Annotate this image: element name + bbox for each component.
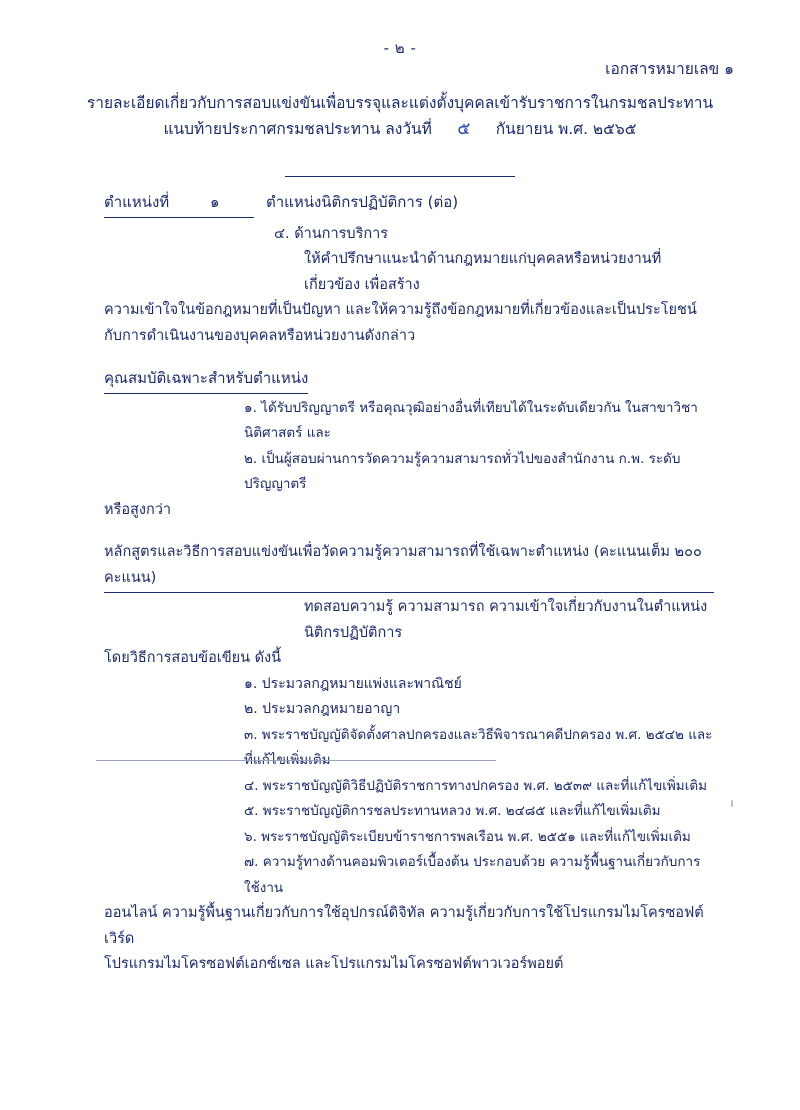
spacer-2 [104,523,714,531]
exam-item-1: ๑. ประมวลกฎหมายแพ่งและพาณิชย์ [244,675,462,692]
document-reference-label: เอกสารหมายเลข ๑ [605,60,734,78]
handwritten-date-mark: ๕ [457,119,471,139]
title-line-2-prefix: แนบท้ายประกาศกรมชลประทาน ลงวันที่ [163,120,432,138]
title-line-1: รายละเอียดเกี่ยวกับการสอบแข่งขันเพื่อบรรจุและแต่งตั้งบุคคลเข้ารับราชการในกรมชลประทาน [86,94,714,112]
exam-item-4: ๔. พระราชบัญญัติวิธีปฏิบัติราชการทางปกครอง พ.ศ. ๒๕๓๙ และที่แก้ไขเพิ่มเติม [244,777,707,794]
scan-artifact [731,800,733,807]
exam-item-5: ๕. พระราชบัญญัติการชลประทานหลวง พ.ศ. ๒๔๘๕ และที่แก้ไขเพิ่มเติม [244,803,661,819]
service-paragraph-line-3: กับการดำเนินงานของบุคคลหรือหน่วยงานดังกล่าว [104,327,416,344]
exam-item-3: ๓. พระราชบัญญัติจัดตั้งศาลปกครองและวิธีพิจารณาคดีปกครอง พ.ศ. ๒๕๔๒ และที่แก้ไขเพิ่มเติม [244,726,713,768]
exam-intro-line-1: ทดสอบความรู้ ความสามารถ ความเข้าใจเกี่ยวกับงานในตำแหน่งนิติกรปฏิบัติการ [304,599,708,641]
bottom-rule [96,760,496,761]
position-value: ตำแหน่งนิติกรปฏิบัติการ (ต่อ) [266,193,459,211]
exam-heading: หลักสูตรและวิธีการสอบแข่งขันเพื่อวัดความรู้ความสามารถที่ใช้เฉพาะตำแหน่ง (คะแนนเต็ม ๒๐๐ คะแนน) [104,540,714,593]
date-field [437,116,491,142]
position-row [104,190,714,218]
qualification-item-2: ๒. เป็นผู้สอบผ่านการวัดความรู้ความสามารถทั่วไปของสำนักงาน ก.พ. ระดับปริญญาตรี [244,450,681,492]
qualification-heading: คุณสมบัติเฉพาะสำหรับตำแหน่ง [104,366,308,394]
qualification-item-1: ๑. ได้รับปริญญาตรี หรือคุณวุฒิอย่างอื่นที่เทียบได้ในระดับเดียวกัน ในสาขาวิชานิติศาสตร์ และ [244,399,698,441]
position-label [104,190,254,218]
exam-item-7-continuation-line-2: โปรแกรมไมโครซอฟต์เอกซ์เซล และโปรแกรมไมโครซอฟต์พาวเวอร์พอยต์ [104,956,564,972]
position-label-number: ๑ [209,193,220,211]
position-label-prefix: ตำแหน่งที่ [104,193,170,211]
page-number: - ๒ - [383,39,417,57]
exam-item-2: ๒. ประมวลกฎหมายอาญา [244,701,401,717]
exam-item-7-continuation-line-1: ออนไลน์ ความรู้พื้นฐานเกี่ยวกับการใช้อุปกรณ์ดิจิทัล ความรู้เกี่ยวกับการใช้โปรแกรมไมโครซอฟต์เวิร์ด [104,905,704,947]
service-paragraph-line-2: ความเข้าใจในข้อกฎหมายที่เป็นปัญหา และให้ความรู้ถึงข้อกฎหมายที่เกี่ยวข้องและเป็นประโยชน์ [104,302,697,318]
title-line-2-suffix: กันยายน พ.ศ. ๒๕๖๕ [495,120,637,138]
document-body [104,190,714,978]
exam-item-6: ๖. พระราชบัญญัติระเบียบข้าราชการพลเรือน พ.ศ. ๒๕๕๑ และที่แก้ไขเพิ่มเติม [244,828,691,845]
title-underline [285,176,515,177]
service-heading: ๔. ด้านการบริการ [274,225,389,242]
spacer-1 [104,349,714,357]
service-paragraph-line-1: ให้คำปรึกษาแนะนำด้านกฎหมายแก่บุคคลหรือหน่วยงานที่เกี่ยวข้อง เพื่อสร้าง [304,251,662,293]
exam-item-7: ๗. ความรู้ทางด้านคอมพิวเตอร์เบื้องต้น ประกอบด้วย ความรู้พื้นฐานเกี่ยวกับการใช้งาน [244,854,701,896]
document-title-block [0,90,800,142]
exam-intro-line-2: โดยวิธีการสอบข้อเขียน ดังนี้ [104,650,282,666]
title-line-2 [164,116,637,142]
qualification-item-2-continuation: หรือสูงกว่า [104,501,172,518]
